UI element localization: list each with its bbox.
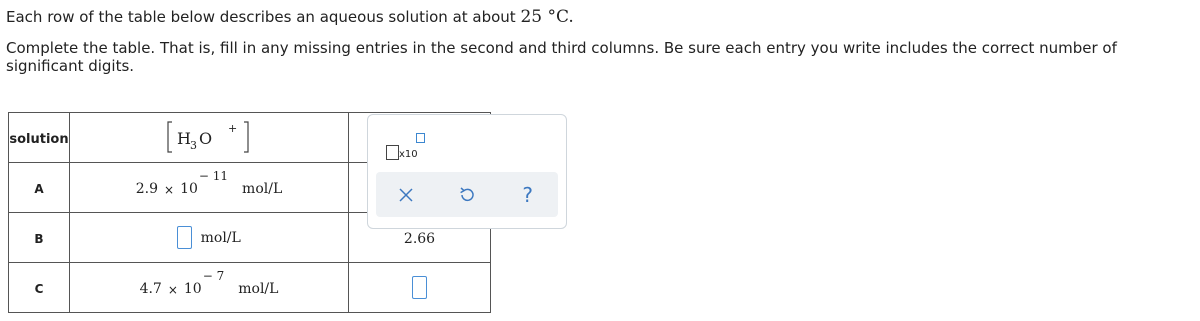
header-h3o bbox=[70, 113, 349, 163]
ph-value-b: 2.66 bbox=[349, 213, 491, 263]
h3o-sup: + bbox=[228, 121, 238, 135]
h3o-concentration-symbol bbox=[164, 116, 254, 156]
h3o-value-b bbox=[70, 213, 349, 263]
h3o-value-c bbox=[70, 263, 349, 313]
intro-text bbox=[6, 7, 574, 27]
mantissa-box-icon bbox=[386, 145, 399, 160]
x10-button[interactable] bbox=[386, 131, 446, 161]
header-solution: solution bbox=[9, 113, 70, 163]
temperature: 25 °C. bbox=[520, 7, 574, 27]
undo-icon bbox=[458, 186, 476, 204]
base-c: 10 bbox=[183, 281, 202, 297]
coefficient-c: 4.7 bbox=[139, 281, 162, 297]
times-c: × bbox=[167, 283, 178, 297]
row-label-c: C bbox=[9, 263, 70, 313]
close-icon bbox=[398, 187, 414, 203]
math-palette bbox=[367, 114, 567, 229]
exponent-a: − 11 bbox=[198, 169, 229, 183]
times-a: × bbox=[164, 183, 175, 197]
x10-label: x10 bbox=[399, 149, 418, 160]
base-a: 10 bbox=[180, 181, 198, 197]
coefficient-a: 2.9 bbox=[135, 181, 159, 197]
exponent-box-icon bbox=[416, 133, 425, 143]
clear-button[interactable] bbox=[391, 180, 421, 210]
h3o-value-a bbox=[70, 163, 349, 213]
table-row bbox=[9, 263, 491, 313]
unit-b: mol/L bbox=[200, 229, 241, 246]
help-button[interactable] bbox=[513, 180, 543, 210]
ph-input-c[interactable] bbox=[349, 263, 491, 313]
h3o-h: H bbox=[177, 128, 191, 148]
instruction-text: Complete the table. That is, fill in any missing entries in the second and third columns. Be sure each entry you write includes the correct number of significant digits. bbox=[6, 39, 1117, 75]
exponent-c: − 7 bbox=[202, 269, 225, 283]
palette-action-bar bbox=[376, 172, 558, 217]
ph-input-field-c[interactable] bbox=[412, 276, 427, 299]
unit-a: mol/L bbox=[242, 181, 283, 197]
help-icon: ? bbox=[522, 182, 533, 207]
row-label-b: B bbox=[9, 213, 70, 263]
unit-c: mol/L bbox=[238, 281, 279, 297]
undo-button[interactable] bbox=[452, 180, 482, 210]
h3o-sub: 3 bbox=[190, 138, 197, 152]
row-label-a: A bbox=[9, 163, 70, 213]
intro-sentence: Each row of the table below describes an aqueous solution at about bbox=[6, 8, 521, 26]
h3o-input-field-b[interactable] bbox=[177, 226, 192, 249]
h3o-o: O bbox=[199, 128, 213, 148]
